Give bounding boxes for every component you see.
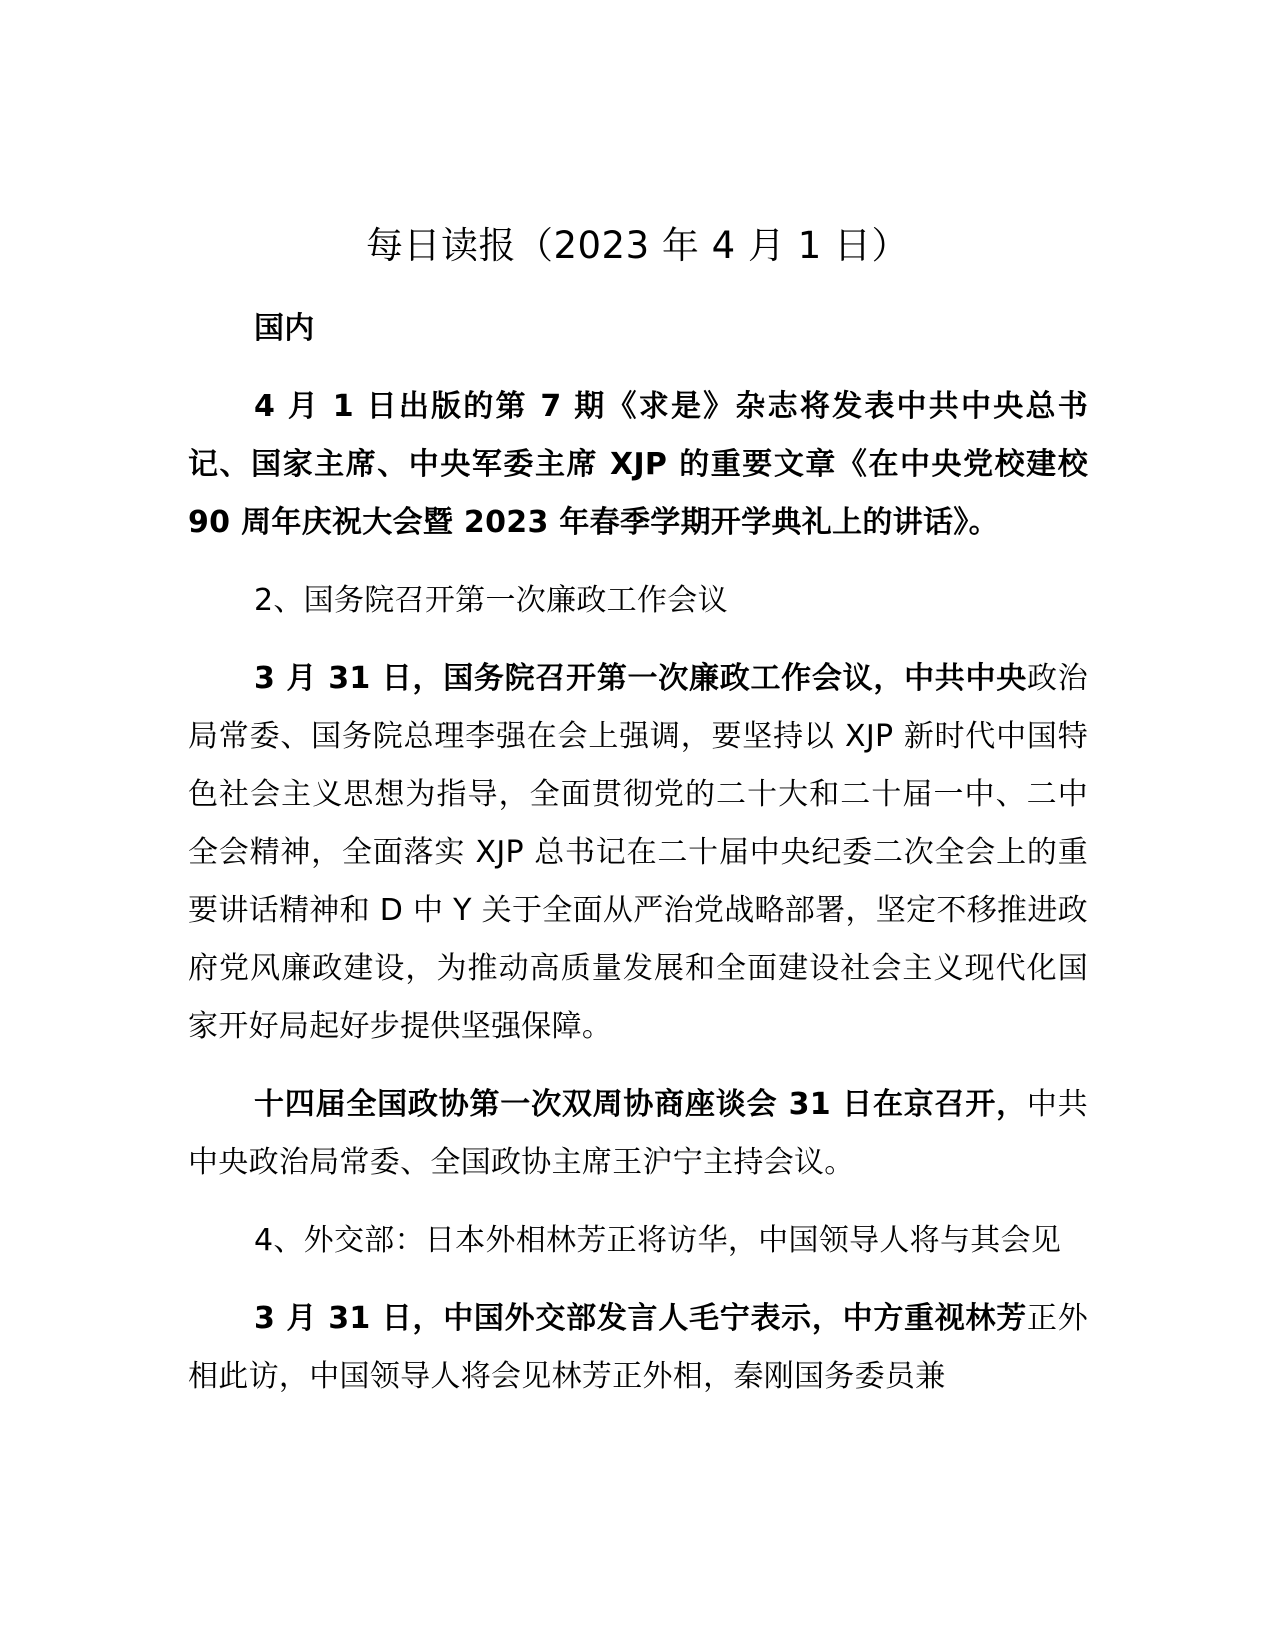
news-headline-state-council: 2、国务院召开第一次廉政工作会议 — [254, 583, 728, 618]
news-headline-foreign-ministry: 4、外交部：日本外相林芳正将访华，中国领导人将与其会见 — [254, 1223, 1062, 1258]
news-paragraph-qiushi: 4 月 1 日出版的第 7 期《求是》杂志将发表中共中央总书记、国家主席、中央军委主席 XJP 的重要文章《在中央党校建校 90 周年庆祝大会暨 2023 年春季学期开学典礼上的讲话》。 — [188, 389, 1088, 540]
section-heading-domestic: 国内 — [254, 311, 315, 346]
news-paragraph-foreign-ministry — [188, 1290, 1088, 1406]
paragraph-lead: 3 月 31 日，国务院召开第一次廉政工作会议，中共中央 — [254, 661, 1027, 696]
paragraph-lead: 3 月 31 日，中国外交部发言人毛宁表示，中方重视林芳 — [254, 1301, 1027, 1336]
paragraph-body: 中共中央政治局常委、全国政协主席王沪宁主持会议。 — [188, 1087, 1088, 1180]
document-body — [188, 300, 1088, 1426]
paragraph-body: 政治局常委、国务院总理李强在会上强调，要坚持以 XJP 新时代中国特色社会主义思想为指导，全面贯彻党的二十大和二十届一中、二中全会精神，全面落实 XJP 总书记在二十届中央纪委二次全会上的重要讲话精神和 D 中 Y 关于全面从严治党战略部署，坚定不移推进政府党风廉政建设，为推动高质量发展和全面建设社会主义现代化国家开好局起好步提供坚强保障。 — [188, 661, 1088, 1044]
news-paragraph-state-council — [188, 650, 1088, 1056]
paragraph-body: 正外相此访，中国领导人将会见林芳正外相，秦刚国务委员兼 — [188, 1301, 1088, 1394]
paragraph-lead: 十四届全国政协第一次双周协商座谈会 31 日在京召开， — [254, 1087, 1027, 1122]
news-paragraph-cppcc — [188, 1076, 1088, 1192]
page-title: 每日读报（2023 年 4 月 1 日） — [365, 224, 910, 267]
